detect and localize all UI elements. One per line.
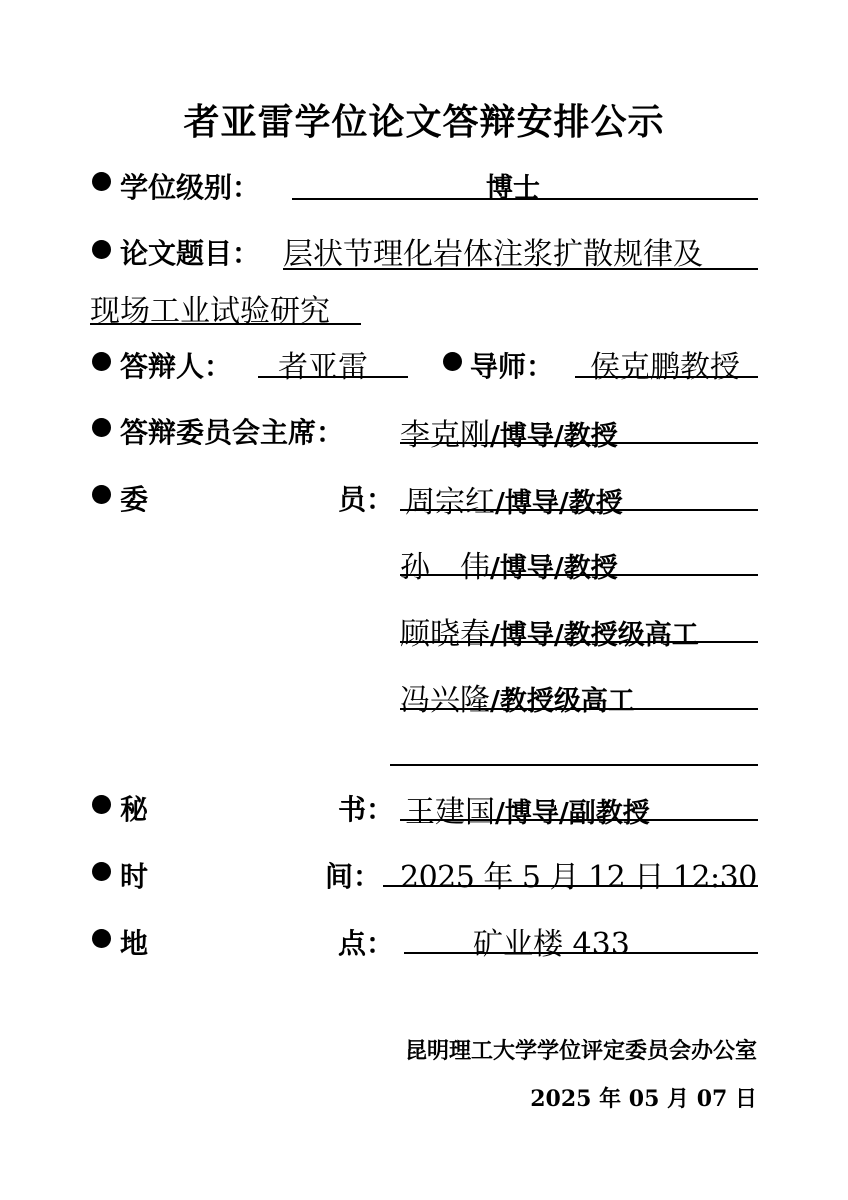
time-value: 2025 年 5 月 12 日 12:30 bbox=[400, 860, 757, 895]
candidate-label: 答辩人： bbox=[120, 350, 233, 383]
degree-label: 学位级别： bbox=[120, 171, 261, 204]
member-4-underline bbox=[400, 708, 758, 710]
thesis-title-line2: 现场工业试验研究 bbox=[90, 294, 330, 329]
member-title: /博导/教授 bbox=[495, 488, 623, 519]
candidate-underline bbox=[258, 376, 408, 378]
member-name: 顾晓春 bbox=[400, 617, 490, 652]
place-label-part1: 地 bbox=[120, 927, 149, 960]
advisor-value: 侯克鹏教授 bbox=[590, 350, 740, 385]
secretary-value bbox=[405, 787, 650, 831]
thesis-title-line1: 层状节理化岩体注浆扩散规律及 bbox=[283, 237, 703, 272]
thesis-label: 论文题目： bbox=[120, 237, 261, 270]
member-name: 周宗红 bbox=[405, 485, 495, 520]
candidate-value: 者亚雷 bbox=[278, 350, 368, 385]
place-value: 矿业楼 433 bbox=[473, 927, 630, 962]
time-underline bbox=[383, 885, 758, 887]
member-title: /博导/教授级高工 bbox=[490, 620, 699, 651]
member-3-underline bbox=[400, 641, 758, 643]
thesis-underline-2 bbox=[90, 323, 361, 325]
secretary-label-part1: 秘 bbox=[120, 793, 149, 826]
member-title: /博导/教授 bbox=[490, 553, 618, 584]
chair-value bbox=[400, 410, 618, 454]
bullet-icon bbox=[92, 418, 111, 437]
members-label-part1: 委 bbox=[120, 483, 149, 516]
time-label-part2: 间： bbox=[325, 860, 382, 893]
page-title: 者亚雷学位论文答辩安排公示 bbox=[183, 101, 665, 143]
chair-label: 答辩委员会主席： bbox=[120, 416, 345, 449]
secretary-label-part2: 书： bbox=[338, 793, 395, 826]
member-4 bbox=[400, 675, 635, 719]
secretary-title: /博导/副教授 bbox=[495, 798, 650, 829]
advisor-underline bbox=[575, 376, 758, 378]
issuing-office: 昆明理工大学学位评定委员会办公室 bbox=[404, 1038, 757, 1064]
bullet-icon bbox=[92, 240, 111, 259]
bullet-icon bbox=[92, 795, 111, 814]
member-title: /教授级高工 bbox=[490, 686, 635, 717]
time-label-part1: 时 bbox=[120, 860, 149, 893]
member-2 bbox=[400, 542, 618, 586]
bullet-icon bbox=[92, 862, 111, 881]
secretary-name: 王建国 bbox=[405, 795, 495, 830]
chair-title: /博导/教授 bbox=[490, 421, 618, 452]
member-blank-underline bbox=[390, 764, 758, 766]
place-underline bbox=[404, 952, 758, 954]
bullet-icon bbox=[92, 485, 111, 504]
secretary-underline bbox=[400, 819, 758, 821]
degree-value: 博士 bbox=[486, 173, 540, 204]
chair-underline bbox=[400, 442, 758, 444]
member-1 bbox=[405, 477, 623, 521]
degree-underline bbox=[292, 198, 758, 200]
issue-date: 2025 年 05 月 07 日 bbox=[530, 1086, 757, 1112]
thesis-underline-1 bbox=[283, 268, 758, 270]
member-2-underline bbox=[400, 574, 758, 576]
advisor-label: 导师： bbox=[470, 350, 555, 383]
members-label-part2: 员： bbox=[338, 483, 395, 516]
member-1-underline bbox=[400, 509, 758, 511]
bullet-icon bbox=[92, 172, 111, 191]
member-name: 冯兴隆 bbox=[400, 683, 490, 718]
place-label-part2: 点： bbox=[338, 927, 395, 960]
bullet-icon bbox=[443, 352, 462, 371]
bullet-icon bbox=[92, 352, 111, 371]
chair-name: 李克刚 bbox=[400, 418, 490, 453]
bullet-icon bbox=[92, 929, 111, 948]
member-name: 孙 伟 bbox=[400, 550, 490, 585]
member-3 bbox=[400, 609, 699, 653]
